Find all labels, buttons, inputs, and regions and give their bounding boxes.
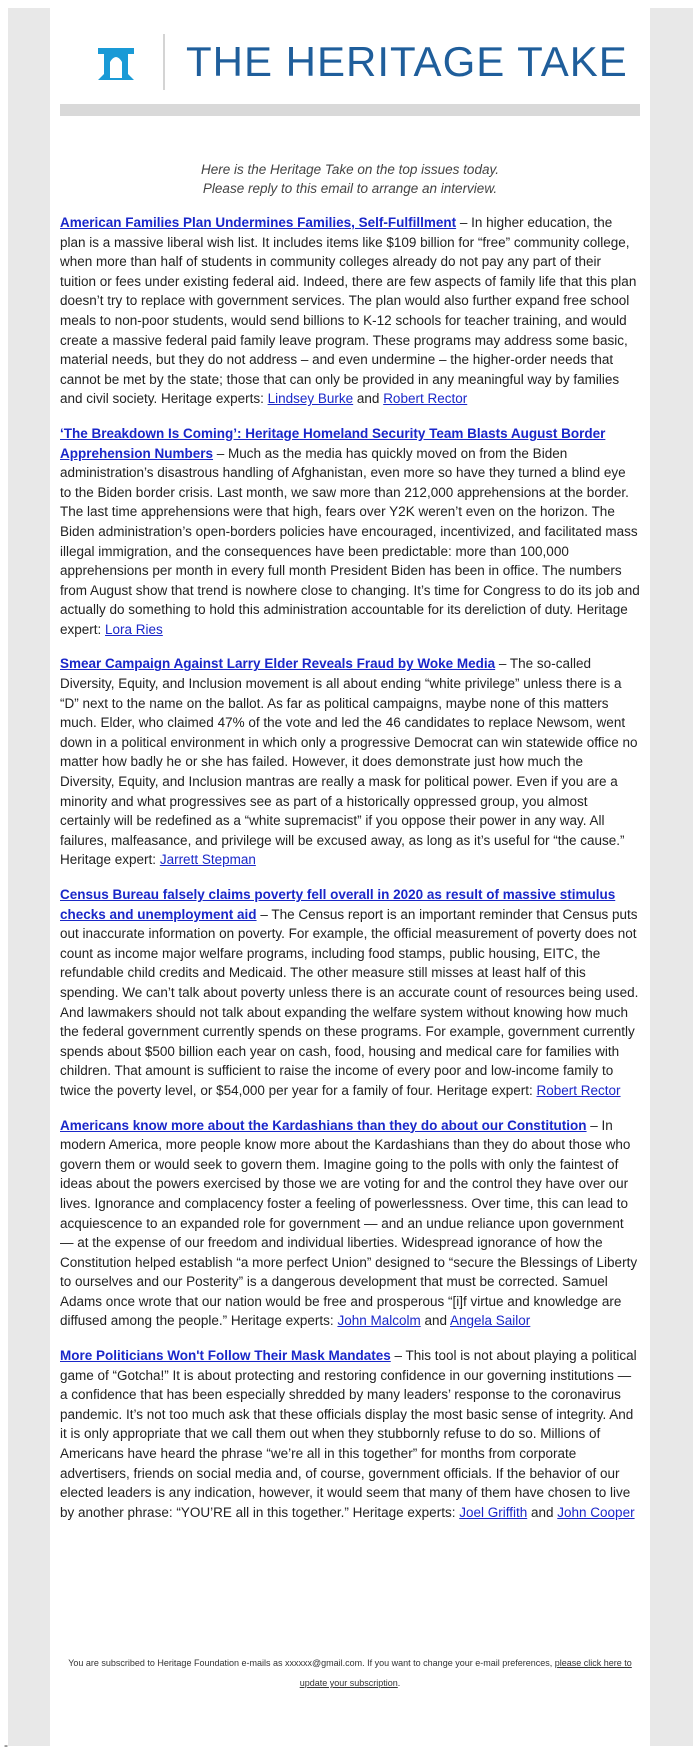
footer-text: You are subscribed to Heritage Foundation e-mails as xxxxxx@gmail.com. If you want to change your e-mail preferences, — [68, 1658, 555, 1668]
story-title-link[interactable]: Americans know more about the Kardashians than they do about our Constitution — [60, 1117, 587, 1133]
story-item — [60, 1346, 640, 1522]
expert-link[interactable]: Robert Rector — [383, 391, 468, 407]
story-item — [60, 424, 640, 640]
expert-link[interactable]: Lindsey Burke — [267, 391, 354, 407]
expert-link[interactable]: Joel Griffith — [459, 1504, 528, 1520]
header-divider-bar — [60, 104, 640, 116]
logo-divider — [163, 34, 165, 90]
expert-joiner: and — [353, 391, 384, 407]
story-title-link[interactable]: ‘The Breakdown Is Coming’: Heritage Homeland Security Team Blasts August Border Apprehension Numbers — [60, 425, 606, 461]
email-header — [50, 8, 650, 100]
expert-link[interactable]: Angela Sailor — [450, 1313, 531, 1329]
story-item — [60, 213, 640, 409]
story-item — [60, 654, 640, 870]
heritage-take-logo: THE HERITAGE TAKE — [186, 38, 628, 85]
expert-joiner: and — [420, 1313, 450, 1329]
intro-line-2: Please reply to this email to arrange an interview. — [202, 181, 498, 196]
expert-link[interactable]: Jarrett Stepman — [159, 852, 256, 868]
story-list — [60, 213, 640, 1537]
expert-link[interactable]: John Cooper — [557, 1504, 635, 1520]
intro-line-1: Here is the Heritage Take on the top issues today. — [201, 162, 499, 177]
story-body: – The so-called Diversity, Equity, and Inclusion movement is all about ending “white privilege” unless there is a “D” next to the name on the ballot. As far as political campaigns, maybe none of this matters much. Elder, who claimed 47% of the vote and led the 46 candidates to replace Newsom, went down in a political environment in which only a progressive Democrat can win statewide office no matter how badly he or she has failed. However, it does demonstrate just how much the Diversity, Equity, and Inclusion mantras are really a mask for political power. Even if you are a minority and what progressives see as part of a historically oppressed group, you almost certainly will be redefined as a “white supremacist” if you oppose their power in any way. All failures, malfeasance, and privilege will be excused away, as long as it’s useful for “the cause.” Heritage expert: — [60, 656, 638, 868]
expert-link[interactable]: Robert Rector — [536, 1082, 621, 1098]
email-background — [8, 8, 693, 1746]
liberty-bell-icon — [94, 40, 138, 84]
story-title-link[interactable]: Census Bureau falsely claims poverty fell overall in 2020 as result of massive stimulus checks and unemployment aid — [60, 887, 616, 922]
intro-text — [60, 160, 640, 198]
story-body: – In modern America, more people know more about the Kardashians than they do about those who govern them or would seek to govern them. Imagine going to the polls with only the faintest of ideas about the powers exercised by those we are voting for and the control they have over our lives. Ignorance and complacency foster a feeling of powerlessness. Over time, this can lead to acquiescence to an expanded role for government — and an undue reliance upon government — at the expense of our freedom and individual liberties. Widespread ignorance of how the Constitution helped establish “a more perfect Union” designed to “secure the Blessings of Liberty to ourselves and our Posterity” is a dangerous development that must be corrected. Samuel Adams once wrote that our nation would be free and prosperous “[i]f virtue and knowledge are diffused among the people.” Heritage experts: — [60, 1117, 638, 1329]
subscription-footer — [60, 1653, 640, 1693]
story-title-link[interactable]: Smear Campaign Against Larry Elder Reveals Fraud by Woke Media — [60, 656, 496, 672]
story-body: – Much as the media has quickly moved on from the Biden administration’s disastrous handling of Afghanistan, even more so have they turned a blind eye to the Biden border crisis. Last month, we saw more than 212,000 apprehensions at the border. The last time apprehensions were that high, fears over Y2K weren’t even on the horizon. The Biden administration’s open-borders policies have encouraged, incentivized, and facilitated mass illegal immigration, and the consequences have been predictable: more than 100,000 apprehensions per month in every full month President Biden has been in office. The numbers from August show that trend is nowhere close to changing. It’s time for Congress to do its job and actually do something to hold this administration accountable for its dereliction of duty. Heritage expert: — [60, 445, 640, 637]
expert-joiner: and — [527, 1504, 558, 1520]
footer-period: . — [397, 1678, 401, 1688]
story-body: – This tool is not about playing a political game of “Gotcha!” It is about protecting and restoring confidence in our governing institutions — a confidence that has been especially shredded by many leaders’ response to the coronavirus pandemic. It’s not too much ask that these officials display the most basic sense of integrity. And it is only appropriate that we call them out when they stubbornly refuse to do so. Millions of Americans have heard the phrase “we’re all in this together” for months from corporate advertisers, friends on social media and, of course, government officials. If the behavior of our elected leaders is any indication, however, it would seem that many of them have chosen to live by another phrase: “YOU’RE all in this together.” Heritage experts: — [60, 1348, 637, 1520]
expert-link[interactable]: John Malcolm — [337, 1313, 421, 1329]
story-title-link[interactable]: More Politicians Won't Follow Their Mask Mandates — [60, 1348, 391, 1364]
story-item — [60, 1116, 640, 1332]
email-body — [50, 8, 650, 1746]
update-subscription-link[interactable]: please click here to update your subscription — [299, 1658, 632, 1688]
story-item — [60, 885, 640, 1101]
story-title-link[interactable]: American Families Plan Undermines Families, Self-Fulfillment — [60, 215, 457, 230]
expert-link[interactable]: Lora Ries — [105, 621, 163, 637]
story-body: – In higher education, the plan is a massive liberal wish list. It includes items like $109 billion for “free” community college, when more than half of students in community colleges already do not pay any part of their tuition or fees under existing federal aid. Indeed, there are few aspects of family life that this plan doesn’t try to replace with government services. The plan would also further expand free school meals to non-poor students, would send billions to K-12 schools for teacher training, and would create a massive federal paid family leave program. These programs may address some basic, material needs, but they do not address – and even undermine – the higher-order needs that cannot be met by the state; those that can only be provided in any meaningful way by families and civil society. Heritage experts: — [60, 215, 637, 407]
story-body: – The Census report is an important reminder that Census puts out inaccurate information on poverty. For example, the official measurement of poverty does not count as income major welfare programs, including food stamps, public housing, EITC, the refundable child credits and Medicaid. The other measure still misses at least half of this spending. We can’t talk about poverty unless there is an accurate count of resources being used. And lawmakers should not talk about expanding the welfare system without knowing how much the federal government currently spends on these programs. For example, government currently spends about $500 billion each year on cash, food, housing and medical care for families with children. That amount is sufficient to raise the income of every poor and low-income family to twice the poverty level, or $54,000 per year for a family of four. Heritage expert: — [60, 906, 639, 1098]
trailing-dash: - — [4, 1738, 8, 1752]
